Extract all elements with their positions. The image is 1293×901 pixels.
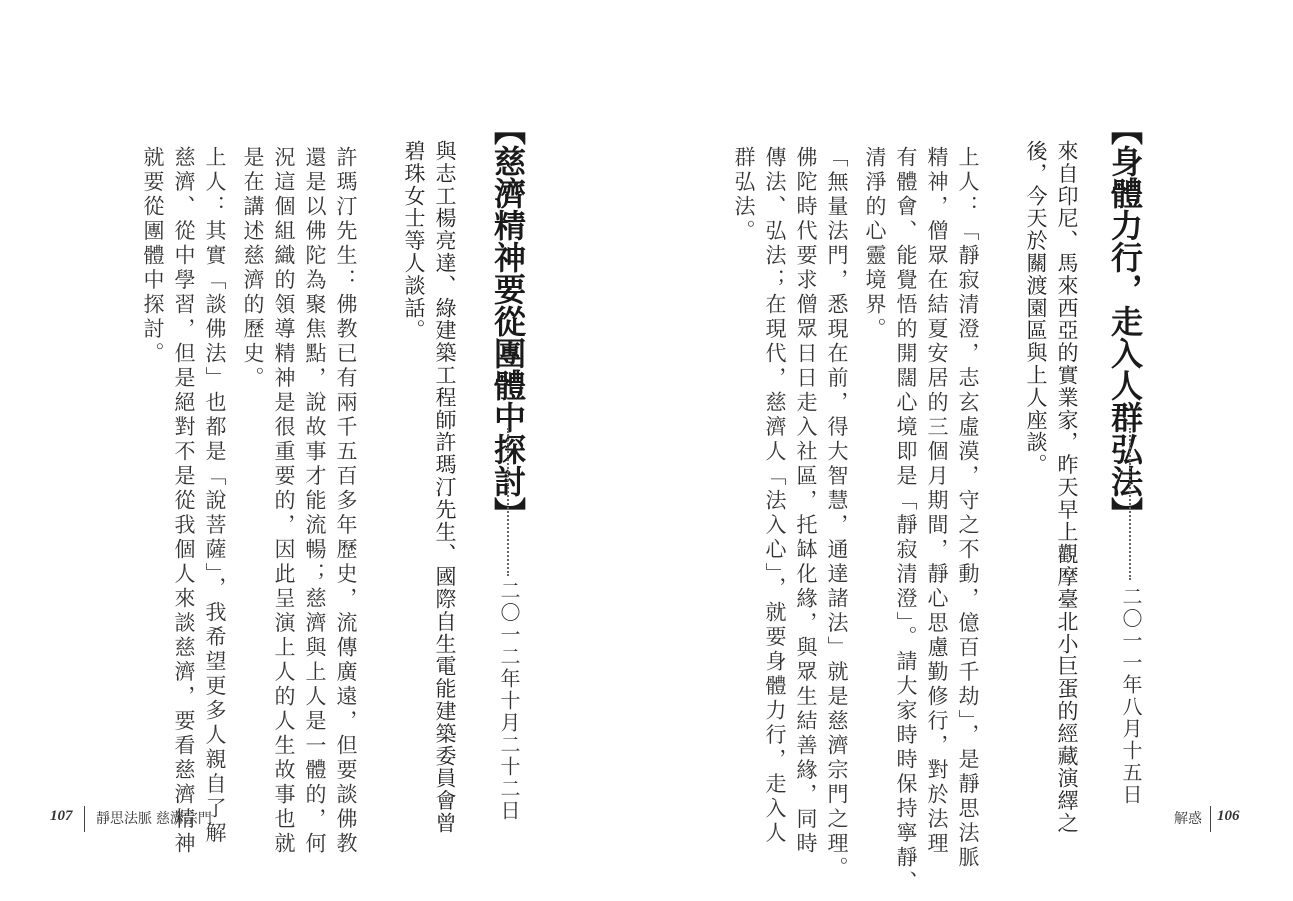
section-date: 二〇一二年十月二十二日: [497, 580, 521, 822]
body-line: 還是以佛陀為聚焦點，說故事才能流暢；慈濟與上人是一體的，何: [303, 146, 327, 857]
body-line: 清淨的心靈境界。: [863, 146, 887, 342]
body-line: 精神，僧眾在結夏安居的三個月期間，靜心思慮勤修行，對於法理: [925, 146, 949, 857]
body-line: 佛陀時代要求僧眾日日走入社區，托缽化緣，與眾生結善緣，同時: [794, 146, 818, 857]
body-line: 況這個組織的領導精神是很重要的，因此呈演上人的人生故事也就: [272, 146, 296, 857]
page-number: 107: [50, 808, 73, 824]
folio-divider: [84, 806, 85, 832]
running-header: 解惑: [1174, 810, 1202, 826]
lead-line: 碧珠女士等人談話。: [402, 140, 426, 342]
section-date: 二〇一一年八月十五日: [1119, 586, 1143, 806]
body-line: 許瑪汀先生：佛教已有兩千五百多年歷史，流傳廣遠，但要談佛教: [334, 146, 358, 857]
section-title: 【慈濟精神要從團體中探討】: [489, 113, 527, 529]
body-line: 是在講述慈濟的歷史。: [241, 146, 265, 391]
lead-line: 來自印尼、馬來西亞的實業家，昨天早上觀摩臺北小巨蛋的經藏演繹之: [1055, 140, 1079, 835]
dotted-leader: [507, 428, 509, 576]
lead-line: 後，今天於關渡園區與上人座談。: [1024, 140, 1048, 476]
folio-divider: [1210, 806, 1211, 832]
body-line: 有體會、能覺悟的開闊心境即是「靜寂清澄」。請大家時時保持寧靜、: [894, 146, 918, 895]
section-title: 【身體力行，走入人群弘法】: [1106, 113, 1144, 529]
page-number: 106: [1217, 808, 1240, 824]
body-line: 傳法、弘法；在現代，慈濟人「法入心」，就要身體力行，走入人: [763, 146, 787, 846]
body-line: 慈濟、從中學習，但是絕對不是從我個人來談慈濟，要看慈濟精神: [172, 146, 196, 857]
body-line: 就要從團體中探討。: [141, 146, 165, 367]
body-line: 上人：「靜寂清澄，志玄虛漠，守之不動，億百千劫」，是靜思法脈: [956, 146, 980, 871]
body-line: 群弘法。: [732, 146, 756, 244]
body-line: 「無量法門，悉現在前，得大智慧，通達諸法」就是慈濟宗門之理。: [825, 146, 849, 881]
lead-line: 與志工楊亮達、綠建築工程師許瑪汀先生、國際自生電能建築委員會曾: [433, 140, 457, 835]
running-header: 靜思法脈 慈濟宗門: [96, 810, 212, 826]
dotted-leader: [1129, 428, 1131, 580]
body-line: 上人：其實「談佛法」也都是「說菩薩」，我希望更多人親自了解: [203, 146, 227, 846]
